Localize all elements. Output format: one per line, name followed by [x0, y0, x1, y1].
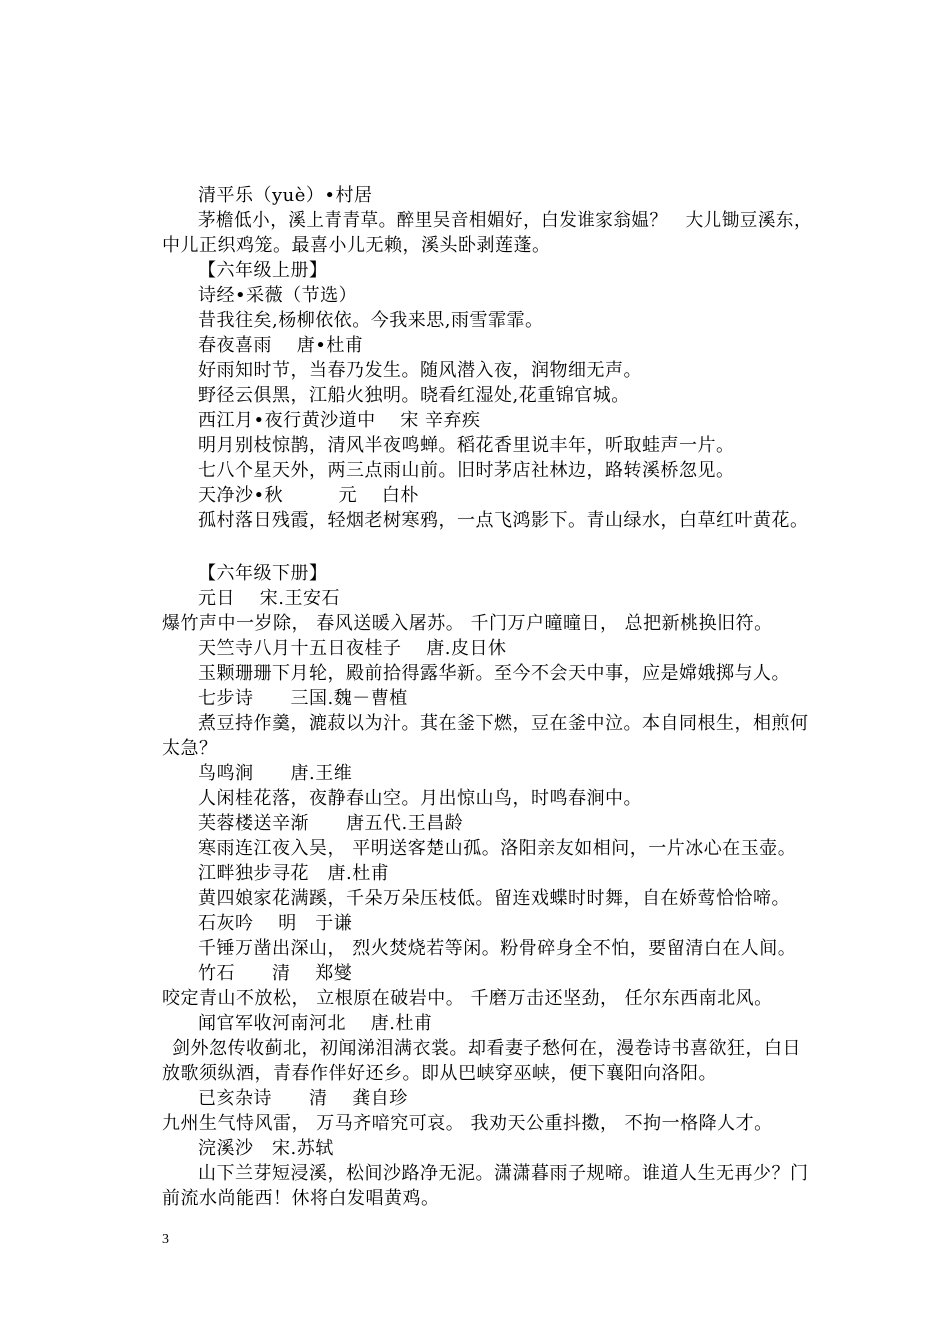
poem-title: 元日 宋.王安石	[198, 588, 340, 609]
poem-text: 放歌须纵酒，青春作伴好还乡。即从巴峡穿巫峡，便下襄阳向洛阳。	[162, 1063, 717, 1084]
poem-title: 鸟鸣涧 唐.王维	[198, 763, 353, 784]
poem-text: 中儿正织鸡笼。最喜小儿无赖，溪头卧剥莲蓬。	[162, 235, 551, 256]
poem-title: 诗经•采薇（节选）	[198, 285, 358, 306]
poem-title: 江畔独步寻花 唐.杜甫	[198, 863, 390, 884]
poem-text: 煮豆持作羹，漉菽以为汁。萁在釜下燃，豆在釜中泣。本自同根生，相煎何	[198, 713, 809, 734]
poem-text: 千锤万凿出深山， 烈火焚烧若等闲。粉骨碎身全不怕，要留清白在人间。	[198, 938, 797, 959]
poem-text: 七八个星天外，两三点雨山前。旧时茅店社林边，路转溪桥忽见。	[198, 460, 735, 481]
poem-title: 七步诗 三国.魏－曹植	[198, 688, 408, 709]
poem-text: 太急？	[162, 738, 218, 759]
poem-text: 昔我往矣,杨柳依依。今我来思,雨雪霏霏。	[198, 310, 544, 331]
poem-text: 寒雨连江夜入吴， 平明送客楚山孤。洛阳亲友如相问，一片冰心在玉壶。	[198, 838, 797, 859]
poem-text: 明月别枝惊鹊，清风半夜鸣蝉。稻花香里说丰年，听取蛙声一片。	[198, 435, 735, 456]
poem-title: 闻官军收河南河北 唐.杜甫	[198, 1013, 433, 1034]
section-heading: 【六年级下册】	[198, 563, 328, 584]
poem-text: 前流水尚能西！休将白发唱黄鸡。	[162, 1188, 440, 1209]
poem-text: 孤村落日残霞，轻烟老树寒鸦，一点飞鸿影下。青山绿水，白草红叶黄花。	[198, 510, 809, 531]
poem-text: 山下兰芽短浸溪，松间沙路净无泥。潇潇暮雨子规啼。谁道人生无再少？门	[198, 1163, 809, 1184]
poem-text: 好雨知时节，当春乃发生。随风潜入夜，润物细无声。	[198, 360, 642, 381]
poem-title: 浣溪沙 宋.苏轼	[198, 1138, 334, 1159]
poem-title: 已亥杂诗 清 龚自珍	[198, 1088, 408, 1109]
poem-text: 咬定青山不放松， 立根原在破岩中。 千磨万击还坚劲， 任尔东西南北风。	[162, 988, 773, 1009]
poem-text: 野径云俱黑，江船火独明。晓看红湿处,花重锦官城。	[198, 385, 630, 406]
poem-text: 黄四娘家花满蹊，千朵万朵压枝低。留连戏蝶时时舞，自在娇莺恰恰啼。	[198, 888, 790, 909]
poem-title: 天净沙•秋 元 白朴	[198, 485, 419, 506]
poem-title: 石灰吟 明 于谦	[198, 913, 353, 934]
poem-text: 九州生气恃风雷， 万马齐喑究可哀。 我劝天公重抖擞， 不拘一格降人才。	[162, 1113, 773, 1134]
page-number: 3	[162, 1232, 169, 1247]
poem-title: 清平乐（yuè）•村居	[198, 185, 373, 206]
section-heading: 【六年级上册】	[198, 260, 328, 281]
poem-text: 玉颗珊珊下月轮，殿前拾得露华新。至今不会天中事，应是嫦娥掷与人。	[198, 663, 790, 684]
poem-text: 爆竹声中一岁除， 春风送暖入屠苏。 千门万户曈曈日， 总把新桃换旧符。	[162, 613, 773, 634]
poem-title: 春夜喜雨 唐•杜甫	[198, 335, 364, 356]
poem-title: 竹石 清 郑燮	[198, 963, 353, 984]
poem-text: 剑外忽传收蓟北，初闻涕泪满衣裳。却看妻子愁何在，漫卷诗书喜欲狂，白日	[172, 1038, 801, 1059]
poem-title: 芙蓉楼送辛渐 唐五代.王昌龄	[198, 813, 464, 834]
poem-title: 天竺寺八月十五日夜桂子 唐.皮日休	[198, 638, 507, 659]
poem-text: 人闲桂花落，夜静春山空。月出惊山鸟，时鸣春涧中。	[198, 788, 642, 809]
poem-title: 西江月•夜行黄沙道中 宋 辛弃疾	[198, 410, 481, 431]
poem-text: 茅檐低小，溪上青青草。醉里吴音相媚好，白发谁家翁媪？ 大儿锄豆溪东，	[198, 210, 813, 231]
